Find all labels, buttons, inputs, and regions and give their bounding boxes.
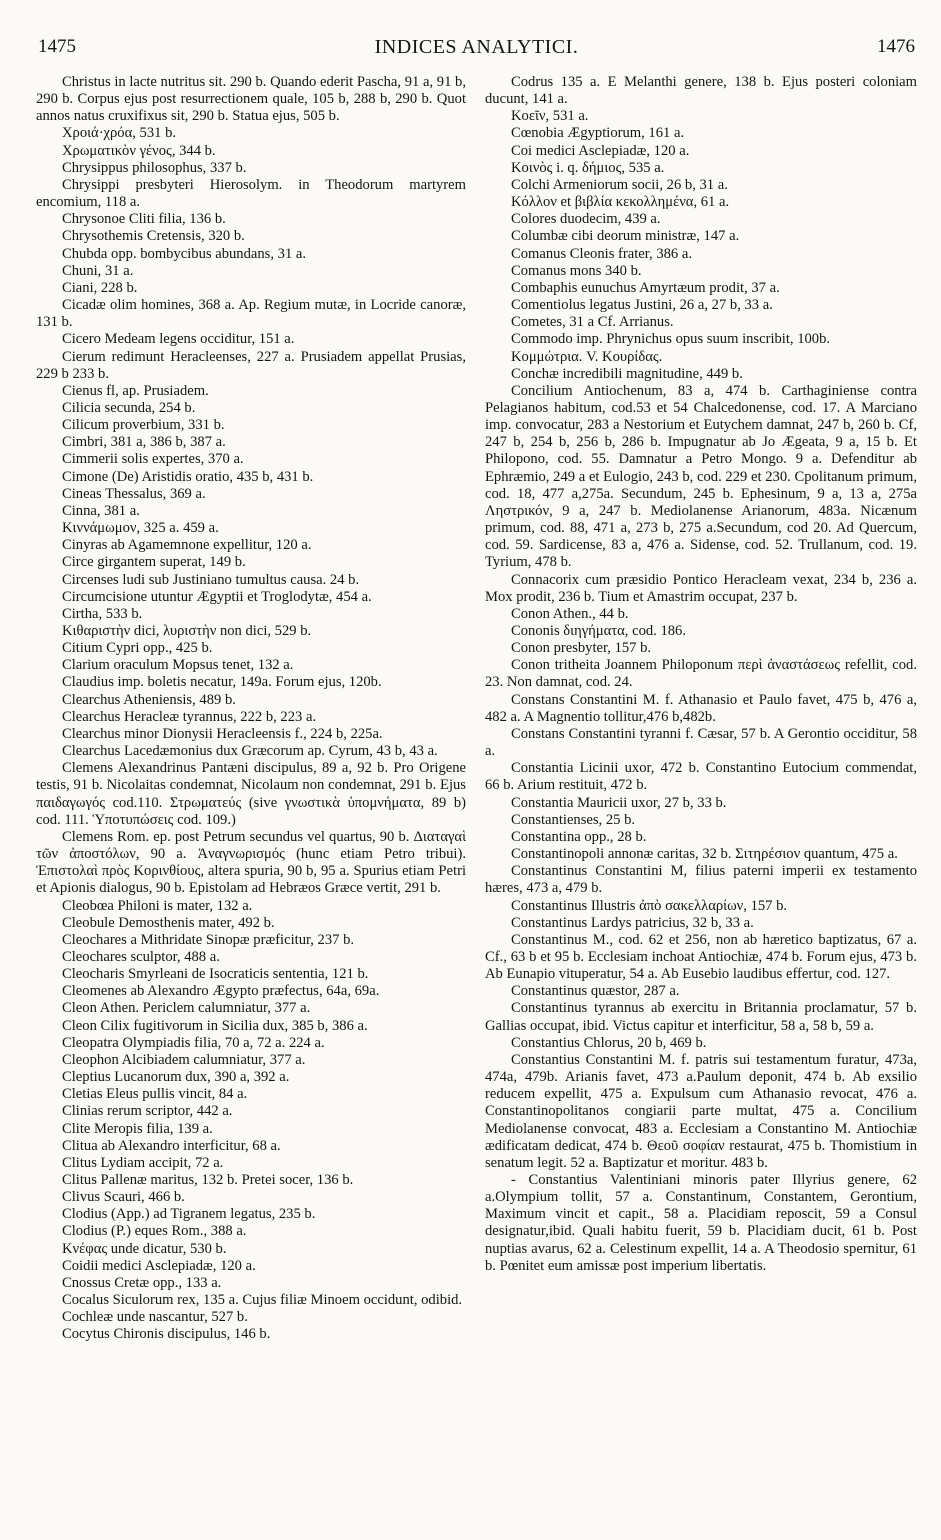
index-entry: Connacorix cum præsidio Pontico Heracleam vexat, 234 b, 236 a. Mox prodit, 236 b. Tium et Amastrim occupat, 237 b. — [485, 571, 917, 605]
index-entry: Concilium Antiochenum, 83 a, 474 b. Carthaginiense contra Pelagianos habitum, cod.53 et 54 Chalcedonense, cod. 17. A Marciano imp. convocatur, 283 a Nestorium et Eutychem damnat, 247 b, 260 b. Cf, 247 b, 254 b, 256 b, 286 b. Impugnatur ab Jo Ægeata, 9 a, 15 b. Et Philopono, cod. 55. Damnatur a Petro Mongo. 9 a. Defenditur ab Ephræmio, 249 a et Eulogio, 243 b, cod. 229 et 230. Cpolitanum primum, cod. 18, 477 a,275a. Secundum, 245 b. Ephesinum, 9 a, 13 a, 275a Ληστρικόν, 9 a, 247 b. Mediolanense Arianorum, 483a. Nicænum primum, cod. 88, 471 a, 273 b, 275 a.Secundum, cod 20. Ad Quercum, cod. 59. Sardicense, 83 a, 476 a. Sidense, cod. 52. Trullanum, cod. 19. Tyrium, 478 b. — [485, 382, 917, 571]
index-entry: Cinyras ab Agamemnone expellitur, 120 a. — [62, 537, 312, 554]
index-entry: Constantius Chlorus, 20 b, 469 b. — [511, 1034, 707, 1051]
index-entry: Cienus fl, ap. Prusiadem. — [62, 382, 209, 399]
index-entry: Clarium oraculum Mopsus tenet, 132 a. — [62, 657, 294, 674]
index-entry: Κοεῖν, 531 a. — [511, 108, 589, 125]
page-header — [38, 36, 915, 66]
index-entry: Κιθαριστὴν dici, λυριστὴν non dici, 529 b. — [62, 623, 312, 639]
index-entry: Clitus Lydiam accipit, 72 a. — [62, 1154, 224, 1171]
index-entry: Clemens Rom. ep. post Petrum secundus vel quartus, 90 b. Διαταγαὶ τῶν ἀποστόλων, 90 a. Ἀναγνωρισμός (hunc etiam Petro tribui). Ἐπιστολαὶ πρὸς Κορινθίους, altera spuria, 90 b, 95 a. Spurius etiam Petri et Apionis dialogus, 90 b. Epistolam ad Hebræos Græce vertit, 291 b. — [36, 828, 466, 897]
index-entry: Clearchus minor Dionysii Heracleensis f., 224 b, 225a. — [62, 725, 383, 742]
index-entry: Chuni, 31 a. — [62, 262, 134, 279]
index-entry: Constantienses, 25 b. — [511, 811, 636, 828]
index-entry: Constantinus Constantini M, filius paterni imperii ex testamento hæres, 473 a, 479 b. — [485, 863, 917, 897]
index-entry: Κόλλον et βιβλία κεκολλημένα, 61 a. — [511, 194, 730, 211]
index-entry: Cleocharis Smyrleani de Isocraticis sententia, 121 b. — [62, 966, 369, 983]
index-entry: Cinna, 381 a. — [62, 502, 140, 519]
index-entry: Cicero Medeam legens occiditur, 151 a. — [62, 331, 295, 348]
index-entry: Cleopatra Olympiadis filia, 70 a, 72 a. 224 a. — [62, 1034, 325, 1051]
index-entry: - Constantius Valentiniani minoris pater Illyrius genere, 62 a.Olympium tollit, 57 a. Constantinum, Constantem, Gerontium, Maximum vincit et capit., 58 a. Placidiam reposcit, 59 a Consul designatur,ibid. Quali habitu fuerit, 59 b. Placidiam ducit, 61 b. Post nuptias avarus, 62 a. Celestinum expellit, 14 a. A Theodosio spernitur, 61 b. Pœnitet eum amissæ post imperium libertatis. — [485, 1172, 917, 1274]
index-entry: Constantinopoli annonæ caritas, 32 b. Σιτηρέσιον quantum, 475 a. — [511, 846, 898, 863]
index-entry: Chrysothemis Cretensis, 320 b. — [62, 228, 245, 245]
index-entry: Circumcisione utuntur Ægyptii et Troglodytæ, 454 a. — [62, 588, 372, 605]
index-entry: Ciani, 228 b. — [62, 279, 138, 296]
index-entry: Colchi Armeniorum socii, 26 b, 31 a. — [511, 176, 728, 193]
index-entry: Commodo imp. Phrynichus opus suum inscribit, 100b. — [511, 331, 831, 348]
index-entry: Columbæ cibi deorum ministræ, 147 a. — [511, 228, 740, 245]
index-entry: Chrysonoe Cliti filia, 136 b. — [62, 211, 226, 228]
index-entry: Conon Athen., 44 b. — [511, 605, 629, 622]
index-entry: Cocytus Chironis discipulus, 146 b. — [62, 1326, 271, 1343]
index-entry: Cocalus Siculorum rex, 135 a. Cujus filiæ Minoem occidunt, odibid. — [62, 1292, 463, 1309]
index-entry: Conon presbyter, 157 b. — [511, 640, 652, 657]
index-entry: Clodius (P.) eques Rom., 388 a. — [62, 1223, 247, 1240]
index-entry: Cochleæ unde nascantur, 527 b. — [62, 1309, 248, 1326]
index-entry: Constantinus Illustris ἀπὸ σακελλαρίων, 157 b. — [511, 897, 788, 914]
index-entry: Χρωματικὸν γένος, 344 b. — [62, 142, 216, 159]
index-entry: Chrysippi presbyteri Hierosolym. in Theodorum martyrem encomium, 118 a. — [36, 176, 466, 211]
index-entry: Chubda opp. bombycibus abundans, 31 a. — [62, 245, 307, 262]
index-entry: Clinias rerum scriptor, 442 a. — [62, 1103, 233, 1120]
index-entry: Combaphis eunuchus Amyrtæum prodit, 37 a. — [511, 279, 780, 296]
index-entry: Cimone (De) Aristidis oratio, 435 b, 431 b. — [62, 468, 314, 485]
page-number-right: 1476 — [877, 36, 915, 57]
index-entry: Cilicia secunda, 254 b. — [62, 399, 196, 416]
index-entry: Constantinus Lardys patricius, 32 b, 33 a. — [511, 914, 754, 931]
index-entry: Χροιά·χρόα, 531 b. — [62, 125, 177, 142]
left-column — [36, 74, 466, 1344]
index-entry: Clearchus Atheniensis, 489 b. — [62, 691, 236, 708]
index-entry: Cœnobia Ægyptiorum, 161 a. — [511, 125, 685, 142]
index-entry: Cleobœa Philoni is mater, 132 a. — [62, 897, 253, 914]
index-entry: Citium Cypri opp., 425 b. — [62, 640, 213, 657]
index-entry: Comanus mons 340 b. — [511, 262, 642, 279]
index-entry: Comanus Cleonis frater, 386 a. — [511, 245, 692, 262]
index-entry: Cimbri, 381 a, 386 b, 387 a. — [62, 434, 226, 451]
running-title: INDICES ANALYTICI. — [374, 36, 579, 58]
index-entry: Constantina opp., 28 b. — [511, 828, 647, 845]
index-entry: Cierum redimunt Heracleenses, 227 a. Prusiadem appellat Prusias, 229 b 233 b. — [36, 348, 466, 382]
index-entry: Cleochares sculptor, 488 a. — [62, 948, 220, 965]
index-entry: Constantinus M., cod. 62 et 256, non ab hæretico baptizatus, 67 a. Cf., 63 b et 95 b. Ecclesiam inchoat Antiochiæ, 474 b. Forum ejus, 473 b. Ab Eunapio vituperatur, 54 a. Ab Eusebio laudibus effertur, cod. 127. — [485, 931, 917, 983]
index-entry: Κομμώτρια. V. Κουρίδας. — [511, 348, 663, 365]
index-entry: Cletias Eleus pullis vincit, 84 a. — [62, 1086, 248, 1103]
index-entry: Κνέφας unde dicatur, 530 b. — [62, 1240, 227, 1257]
index-entry: Constantia Licinii uxor, 472 b. Constantino Eutocium commendat, 66 b. Arium restituit, 472 b. — [485, 760, 917, 794]
index-entry: Cilicum proverbium, 331 b. — [62, 417, 225, 434]
index-entry: Constans Constantini M. f. Athanasio et Paulo favet, 475 b, 476 a, 482 a. A Magnentio tollitur,476 b,482b. — [485, 691, 917, 725]
index-entry: Cineas Thessalus, 369 a. — [62, 485, 206, 502]
index-entry: Circe girgantem superat, 149 b. — [62, 554, 246, 571]
index-entry: Constantius Constantini M. f. patris sui testamentum furatur, 473a, 474a, 479b. Arianis favet, 473 a.Paulum deponit, 474 b. Ab exsilio reducem expellit, 475 a. Expulsum cum Athanasio revocat, 476 a. Constantinopolitanos congiarii parte multat, 475 a. Concilium Mediolanense convocat, 483 a. Ecclesiam a Constantino M. Antiochiæ ædificatam dedicat, 474 b. Θεοῦ σοφίαν restaurat, 475 b. Thomistium in senatum legit. 52 a. Baptizatur et moritur. 483 b. — [485, 1051, 917, 1171]
page-number-left: 1475 — [38, 36, 76, 57]
index-entry: Cleon Athen. Periclem calumniatur, 377 a. — [62, 1000, 311, 1017]
index-entry: Cleobule Demosthenis mater, 492 b. — [62, 914, 275, 931]
index-entry: Constantinus quæstor, 287 a. — [511, 983, 680, 1000]
index-entry: Cleochares a Mithridate Sinopæ præficitur, 237 b. — [62, 931, 355, 948]
index-entry: Constantinus tyrannus ab exercitu in Britannia proclamatur, 57 b. Gallias occupat, ibid. Victus capitur et interficitur, 58 a, 58 b, 59 a. — [485, 1000, 917, 1034]
index-entry: Constans Constantini tyranni f. Cæsar, 57 b. A Gerontio occiditur, 58 a. — [485, 725, 917, 760]
index-entry: Chrysippus philosophus, 337 b. — [62, 159, 247, 176]
index-entry: Κοινὸς i. q. δήμιος, 535 a. — [511, 159, 665, 176]
index-entry: Cirtha, 533 b. — [62, 605, 143, 622]
index-entry: Clearchus Heracleæ tyrannus, 222 b, 223 a. — [62, 708, 317, 725]
index-entry: Κιννάμωμον, 325 a. 459 a. — [62, 520, 219, 537]
index-entry: Clivus Scauri, 466 b. — [62, 1189, 185, 1206]
index-entry: Claudius imp. boletis necatur, 149a. Forum ejus, 120b. — [62, 674, 382, 691]
index-entry: Cnossus Cretæ opp., 133 a. — [62, 1274, 222, 1291]
index-entry: Clite Meropis filia, 139 a. — [62, 1120, 213, 1137]
index-entry: Cometes, 31 a Cf. Arrianus. — [511, 314, 674, 331]
index-entry: Conchæ incredibili magnitudine, 449 b. — [511, 365, 743, 382]
index-entry: Clitus Pallenæ maritus, 132 b. Pretei socer, 136 b. — [62, 1172, 354, 1188]
index-entry: Cleon Cilix fugitivorum in Sicilia dux, 385 b, 386 a. — [62, 1017, 368, 1034]
index-entry: Conon tritheita Joannem Philoponum περὶ ἀναστάσεως refellit, cod. 23. Non damnat, cod. 24. — [485, 657, 917, 691]
index-entry: Cleomenes ab Alexandro Ægypto præfectus, 64a, 69a. — [62, 983, 380, 1000]
index-entry: Clearchus Lacedæmonius dux Græcorum ap. Cyrum, 43 b, 43 a. — [62, 743, 438, 760]
index-entry: Circenses ludi sub Justiniano tumultus causa. 24 b. — [62, 571, 360, 588]
index-entry: Cicadæ olim homines, 368 a. Ap. Regium mutæ, in Locride canoræ, 131 b. — [36, 297, 466, 331]
right-column — [485, 74, 917, 1275]
index-entry: Cimmerii solis expertes, 370 a. — [62, 451, 244, 468]
index-entry: Christus in lacte nutritus sit. 290 b. Quando ederit Pascha, 91 a, 91 b, 290 b. Corpus ejus post resurrectionem quale, 105 b, 288 b, 290 b. Quot annos natus cruxifixus sit, 290 b. Statua ejus, 505 b. — [36, 74, 466, 125]
index-entry: Clemens Alexandrinus Pantæni discipulus, 89 a, 92 b. Pro Origene testis, 91 b. Nicolaitas condemnat, Nicolaum non condemnat, 291 b. Ejus παιδαγωγός cod.110. Στρωματεύς (sive γνωστικὰ ὑπομνήματα, 89 b) cod. 111. Ὑποτυπώσεις cod. 109.) — [36, 760, 466, 828]
index-entry: Codrus 135 a. E Melanthi genere, 138 b. Ejus posteri coloniam ducunt, 141 a. — [485, 74, 917, 108]
index-entry: Constantia Mauricii uxor, 27 b, 33 b. — [511, 794, 727, 811]
index-entry: Colores duodecim, 439 a. — [511, 211, 661, 228]
index-entry: Coi medici Asclepiadæ, 120 a. — [511, 142, 690, 159]
index-entry: Coidii medici Asclepiadæ, 120 a. — [62, 1257, 256, 1274]
index-entry: Comentiolus legatus Justini, 26 a, 27 b, 33 a. — [511, 297, 773, 314]
index-entry: Clitua ab Alexandro interficitur, 68 a. — [62, 1137, 281, 1154]
index-entry: Cleptius Lucanorum dux, 390 a, 392 a. — [62, 1069, 290, 1086]
index-entry: Cleophon Alcibiadem calumniatur, 377 a. — [62, 1051, 306, 1068]
index-entry: Clodius (App.) ad Tigranem legatus, 235 b. — [62, 1206, 316, 1223]
index-entry: Cononis διηγήματα, cod. 186. — [511, 623, 687, 639]
